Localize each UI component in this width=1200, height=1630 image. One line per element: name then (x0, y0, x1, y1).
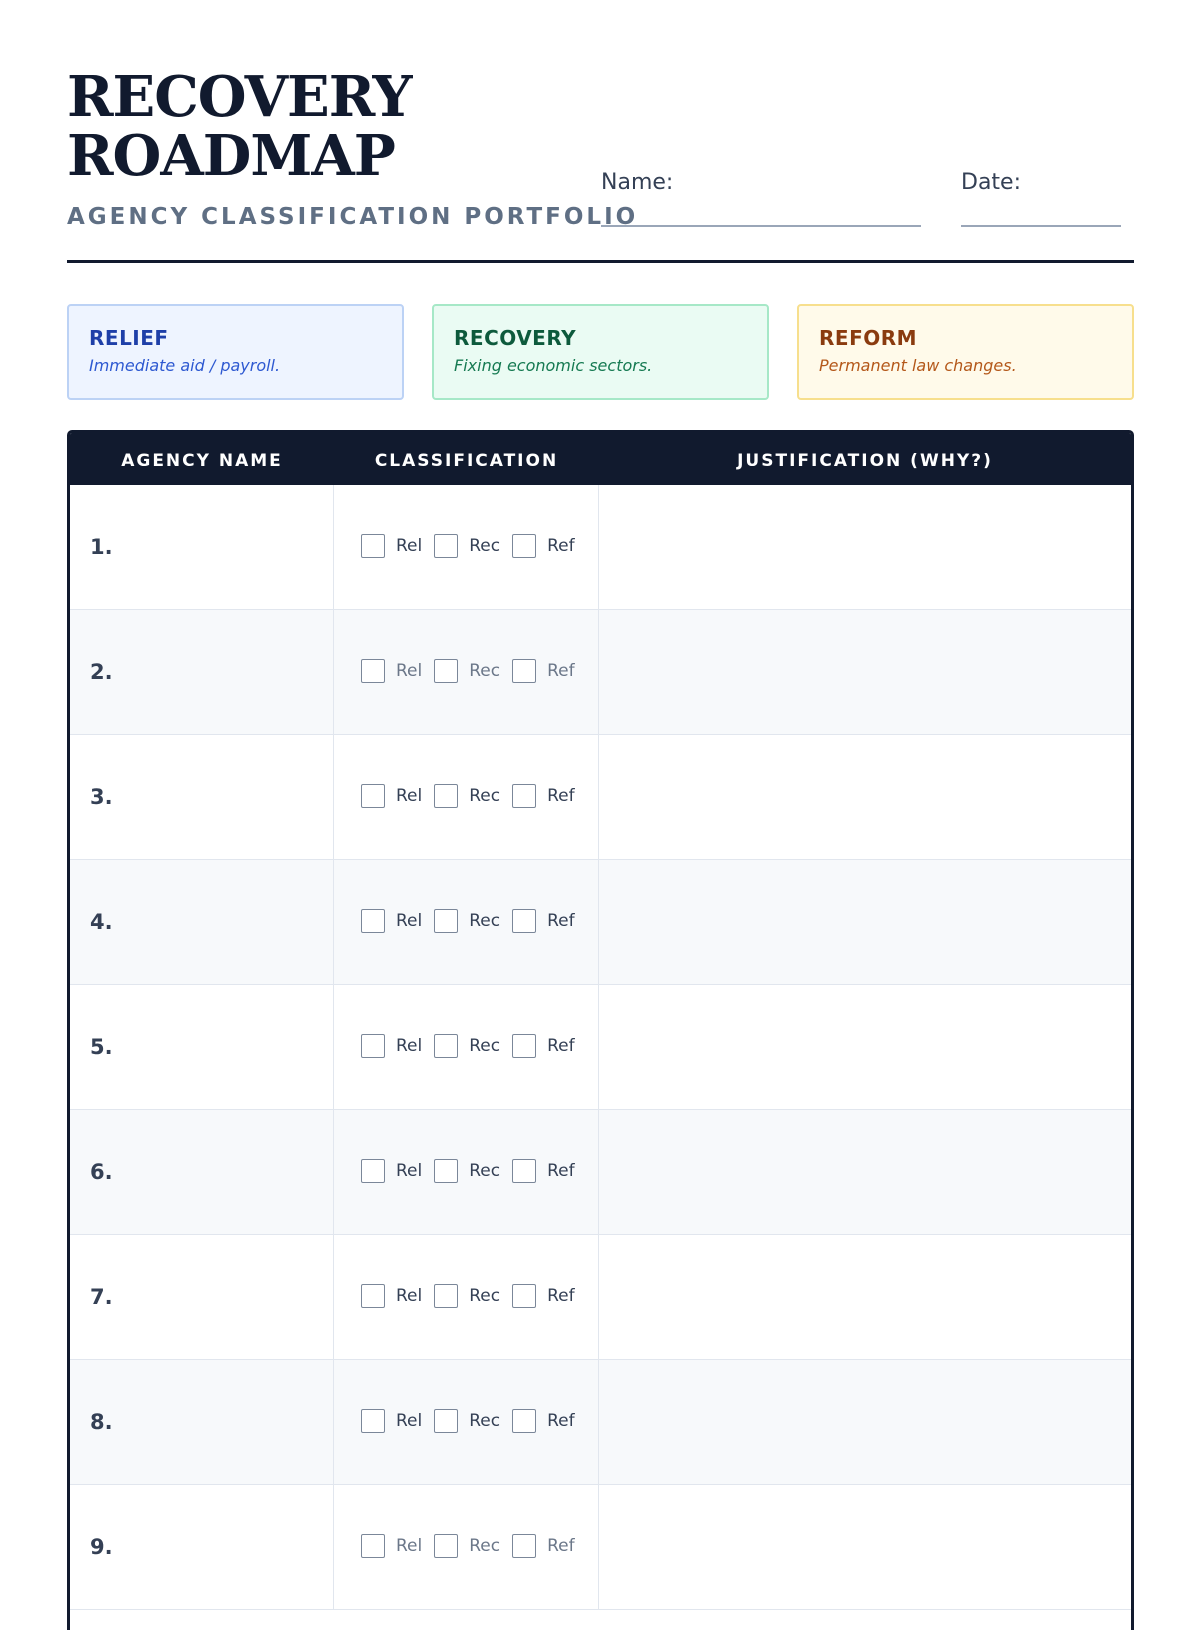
option-recovery[interactable] (434, 909, 512, 933)
header-divider (67, 260, 1134, 263)
option-reform[interactable] (512, 1534, 575, 1558)
checkbox-reform[interactable] (512, 1034, 536, 1058)
option-label: Ref (547, 1536, 575, 1556)
option-relief[interactable] (361, 534, 434, 558)
option-recovery[interactable] (434, 1284, 512, 1308)
option-recovery[interactable] (434, 659, 512, 683)
option-label: Rec (469, 1036, 501, 1056)
justification-cell[interactable] (599, 860, 1131, 985)
worksheet-page (67, 0, 1134, 1559)
agency-name-cell[interactable] (70, 610, 334, 735)
table-row (70, 1110, 1131, 1235)
classification-options (361, 1533, 575, 1559)
table-row (70, 485, 1131, 610)
option-relief[interactable] (361, 909, 434, 933)
option-reform[interactable] (512, 1034, 575, 1058)
option-reform[interactable] (512, 534, 575, 558)
table-row (70, 860, 1131, 985)
option-label: Ref (547, 1286, 575, 1306)
option-reform[interactable] (512, 784, 575, 808)
checkbox-reform[interactable] (512, 784, 536, 808)
classification-options (361, 1408, 575, 1434)
classification-table (67, 430, 1134, 1630)
checkbox-recovery[interactable] (434, 1284, 458, 1308)
classification-cell (334, 735, 599, 860)
justification-cell[interactable] (599, 735, 1131, 860)
justification-cell[interactable] (599, 610, 1131, 735)
justification-cell[interactable] (599, 1110, 1131, 1235)
option-label: Rec (469, 1536, 501, 1556)
option-label: Rel (396, 786, 423, 806)
option-relief[interactable] (361, 784, 434, 808)
page-title (67, 64, 412, 189)
checkbox-reform[interactable] (512, 1284, 536, 1308)
agency-name-cell[interactable] (70, 485, 334, 610)
checkbox-recovery[interactable] (434, 784, 458, 808)
agency-name-cell[interactable] (70, 1235, 334, 1360)
classification-options (361, 908, 575, 934)
classification-cell (334, 1235, 599, 1360)
agency-name-cell[interactable] (70, 1110, 334, 1235)
checkbox-recovery[interactable] (434, 659, 458, 683)
checkbox-relief[interactable] (361, 1284, 385, 1308)
option-relief[interactable] (361, 659, 434, 683)
justification-cell[interactable] (599, 985, 1131, 1110)
category-card-recovery (432, 304, 769, 400)
checkbox-relief[interactable] (361, 909, 385, 933)
category-title: RELIEF (89, 326, 169, 350)
row-number: 7. (90, 1285, 113, 1309)
agency-name-cell[interactable] (70, 1485, 334, 1610)
option-label: Ref (547, 786, 575, 806)
row-number: 9. (90, 1535, 113, 1559)
category-legend (67, 304, 1134, 402)
option-recovery[interactable] (434, 1034, 512, 1058)
agency-name-cell[interactable] (70, 985, 334, 1110)
checkbox-reform[interactable] (512, 1409, 536, 1433)
option-relief[interactable] (361, 1409, 434, 1433)
option-label: Ref (547, 1411, 575, 1431)
agency-name-cell[interactable] (70, 1360, 334, 1485)
option-reform[interactable] (512, 1284, 575, 1308)
checkbox-recovery[interactable] (434, 909, 458, 933)
row-number: 3. (90, 785, 113, 809)
classification-cell (334, 1110, 599, 1235)
column-header-justification: JUSTIFICATION (WHY?) (737, 451, 993, 471)
name-label: Name: (601, 170, 674, 195)
classification-cell (334, 1360, 599, 1485)
justification-cell[interactable] (599, 1485, 1131, 1610)
option-reform[interactable] (512, 1409, 575, 1433)
justification-cell[interactable] (599, 1235, 1131, 1360)
date-field[interactable] (961, 170, 1021, 195)
category-title: RECOVERY (454, 326, 577, 350)
column-header-classification: CLASSIFICATION (374, 451, 559, 471)
checkbox-recovery[interactable] (434, 1159, 458, 1183)
checkbox-recovery[interactable] (434, 1409, 458, 1433)
option-label: Rel (396, 1161, 423, 1181)
option-label: Rec (469, 1161, 501, 1181)
category-title: REFORM (819, 326, 918, 350)
checkbox-reform[interactable] (512, 1159, 536, 1183)
table-row (70, 985, 1131, 1110)
option-label: Rec (469, 1411, 501, 1431)
option-label: Rec (469, 911, 501, 931)
option-label: Rel (396, 911, 423, 931)
name-line[interactable] (601, 225, 921, 227)
option-label: Ref (547, 536, 575, 556)
category-card-relief (67, 304, 404, 400)
checkbox-relief[interactable] (361, 784, 385, 808)
checkbox-reform[interactable] (512, 659, 536, 683)
table-row (70, 610, 1131, 735)
option-recovery[interactable] (434, 1159, 512, 1183)
row-number: 1. (90, 535, 113, 559)
title-line-1: RECOVERY (67, 64, 412, 130)
row-number: 4. (90, 910, 113, 934)
table-row (70, 1235, 1131, 1360)
justification-cell[interactable] (599, 485, 1131, 610)
column-header-agency: AGENCY NAME (121, 451, 283, 471)
classification-cell (334, 610, 599, 735)
classification-options (361, 1283, 575, 1309)
classification-options (361, 1158, 575, 1184)
option-label: Rel (396, 1036, 423, 1056)
worksheet-header (67, 0, 1134, 264)
option-recovery[interactable] (434, 1534, 512, 1558)
option-label: Rel (396, 1536, 423, 1556)
row-number: 6. (90, 1160, 113, 1184)
option-label: Rec (469, 786, 501, 806)
option-recovery[interactable] (434, 1409, 512, 1433)
date-line[interactable] (961, 225, 1121, 227)
checkbox-recovery[interactable] (434, 534, 458, 558)
classification-cell (334, 485, 599, 610)
category-card-reform (797, 304, 1134, 400)
classification-options (361, 658, 575, 684)
checkbox-reform[interactable] (512, 909, 536, 933)
checkbox-relief[interactable] (361, 1534, 385, 1558)
option-reform[interactable] (512, 909, 575, 933)
option-label: Rec (469, 1286, 501, 1306)
option-label: Rel (396, 1411, 423, 1431)
option-reform[interactable] (512, 1159, 575, 1183)
checkbox-relief[interactable] (361, 1409, 385, 1433)
checkbox-reform[interactable] (512, 1534, 536, 1558)
date-label: Date: (961, 170, 1021, 195)
checkbox-relief[interactable] (361, 1159, 385, 1183)
option-label: Rec (469, 536, 501, 556)
option-recovery[interactable] (434, 534, 512, 558)
checkbox-recovery[interactable] (434, 1034, 458, 1058)
agency-name-cell[interactable] (70, 735, 334, 860)
option-label: Ref (547, 661, 575, 681)
option-recovery[interactable] (434, 784, 512, 808)
option-label: Rec (469, 661, 501, 681)
option-label: Rel (396, 661, 423, 681)
row-number: 5. (90, 1035, 113, 1059)
option-reform[interactable] (512, 659, 575, 683)
checkbox-recovery[interactable] (434, 1534, 458, 1558)
option-relief[interactable] (361, 1159, 434, 1183)
option-label: Ref (547, 911, 575, 931)
classification-options (361, 1033, 575, 1059)
classification-cell (334, 860, 599, 985)
checkbox-relief[interactable] (361, 1034, 385, 1058)
classification-options (361, 533, 575, 559)
checkbox-relief[interactable] (361, 534, 385, 558)
name-field[interactable] (601, 170, 673, 195)
row-number: 2. (90, 660, 113, 684)
category-description: Immediate aid / payroll. (89, 356, 281, 375)
option-label: Ref (547, 1036, 575, 1056)
option-relief[interactable] (361, 1034, 434, 1058)
classification-options (361, 783, 575, 809)
option-relief[interactable] (361, 1284, 434, 1308)
table-row (70, 1485, 1131, 1610)
category-description: Fixing economic sectors. (454, 356, 653, 375)
justification-cell[interactable] (599, 1360, 1131, 1485)
option-label: Rel (396, 536, 423, 556)
classification-cell (334, 985, 599, 1110)
agency-name-cell[interactable] (70, 860, 334, 985)
table-body (70, 485, 1131, 1610)
title-line-2: ROADMAP (67, 123, 395, 189)
page-subtitle: AGENCY CLASSIFICATION PORTFOLIO (67, 204, 639, 230)
checkbox-reform[interactable] (512, 534, 536, 558)
option-label: Rel (396, 1286, 423, 1306)
classification-cell (334, 1485, 599, 1610)
table-header (70, 433, 1131, 485)
category-description: Permanent law changes. (819, 356, 1017, 375)
table-row (70, 735, 1131, 860)
option-relief[interactable] (361, 1534, 434, 1558)
table-row (70, 1360, 1131, 1485)
checkbox-relief[interactable] (361, 659, 385, 683)
row-number: 8. (90, 1410, 113, 1434)
option-label: Ref (547, 1161, 575, 1181)
